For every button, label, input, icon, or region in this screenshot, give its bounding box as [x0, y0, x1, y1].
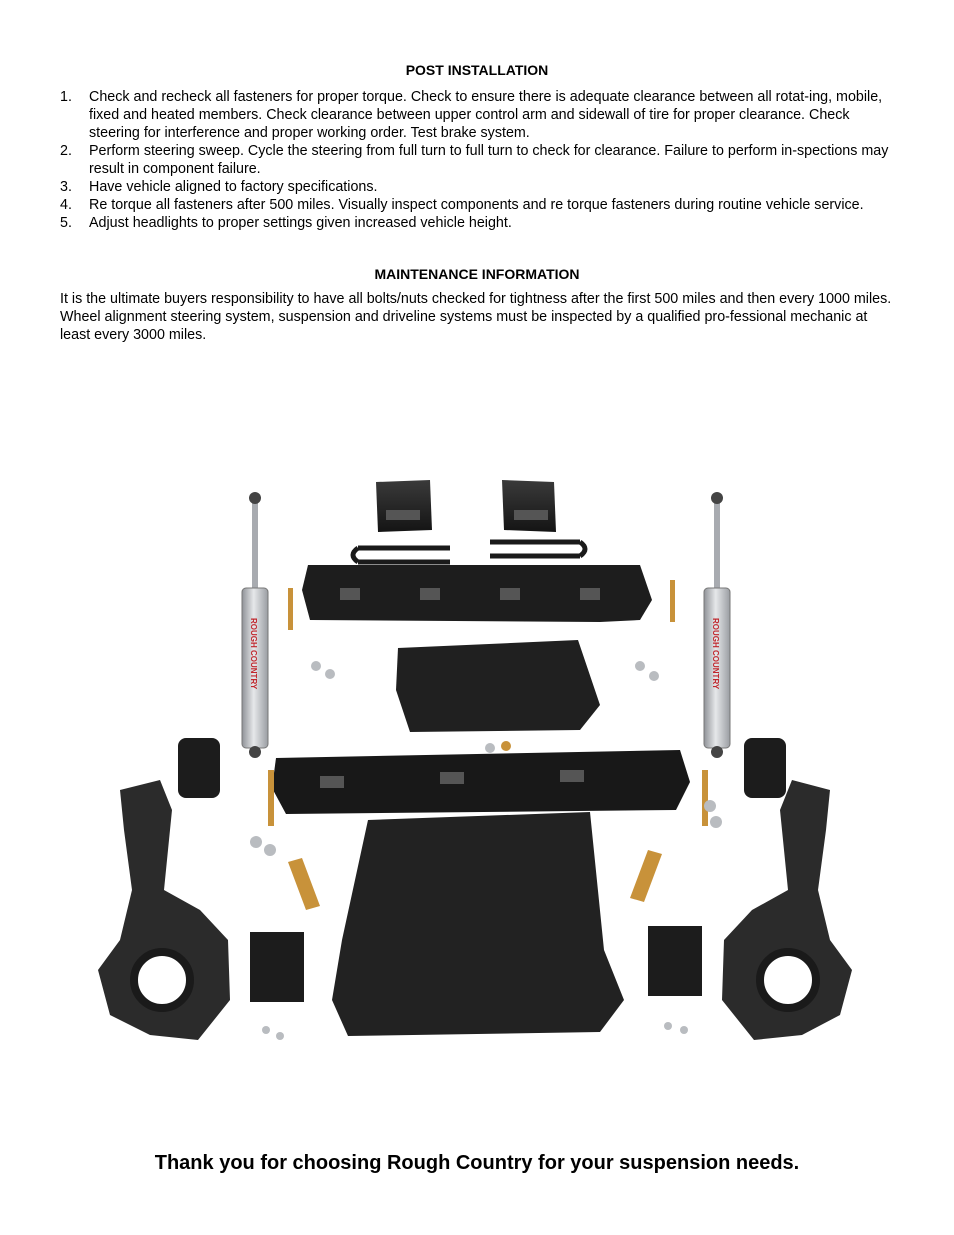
maintenance-heading: MAINTENANCE INFORMATION — [374, 266, 580, 282]
step-text: Check and recheck all fasteners for proper torque. Check to ensure there is adequate clearance between all rotat-ing, mobile, fixed and heated members. Check clearance between upper control arm and sidewall of tire for proper clearance. Check steering for interference and proper working order. Test brake system. — [89, 89, 883, 141]
left-shock — [242, 492, 268, 758]
post-installation-steps — [60, 88, 892, 232]
step-text: Perform steering sweep. Cycle the steering from full turn to full turn to check for clearance. Failure to perform in-spections may result in component failure. — [89, 143, 889, 177]
step-item: 2. Perform steering sweep. Cycle the steering from full turn to full turn to check for clearance. Failure to perform in-spections may result in component failure. — [60, 143, 889, 177]
step-text: Re torque all fasteners after 500 miles. Visually inspect components and re torque fasteners during routine vehicle service. — [89, 197, 864, 213]
left-knuckle — [98, 780, 230, 1040]
step-item: 3. Have vehicle aligned to factory specifications. — [60, 179, 378, 195]
front-skid-plate — [332, 812, 624, 1036]
post-installation-heading: POST INSTALLATION — [405, 62, 549, 78]
step-item: 4. Re torque all fasteners after 500 miles. Visually inspect components and re torque fasteners during routine vehicle service. — [60, 197, 864, 213]
thank-you-message: Thank you for choosing Rough Country for your suspension needs. — [154, 1152, 800, 1174]
maintenance-text: It is the ultimate buyers responsibility to have all bolts/nuts checked for tightness after the first 500 miles and then every 1000 miles. Wheel alignment steering system, suspension and driveline systems must be inspected by a qualified pro-fessional mechanic at least every 3000 miles. — [60, 291, 892, 343]
step-text: Have vehicle aligned to factory specifications. — [89, 179, 378, 195]
front-crossmember — [302, 565, 652, 622]
lift-kit-photo — [80, 470, 870, 1070]
right-shock-label: ROUGH COUNTRY — [711, 618, 720, 690]
center-skid-plate — [396, 640, 600, 732]
step-item: 5. Adjust headlights to proper settings given increased vehicle height. — [60, 215, 512, 231]
left-shock-label: ROUGH COUNTRY — [249, 618, 258, 690]
right-knuckle — [722, 780, 852, 1040]
step-text: Adjust headlights to proper settings given increased vehicle height. — [89, 215, 512, 231]
right-shock — [704, 492, 730, 758]
rear-lift-blocks — [376, 480, 556, 532]
step-item: 1. Check and recheck all fasteners for proper torque. Check to ensure there is adequate clearance between all rotat-ing, mobile, fixed and heated members. Check clearance between upper control arm and sidewall of tire for proper clearance. Check steering for interference and proper working order. Test brake system. — [60, 89, 883, 141]
rear-crossmember — [272, 750, 690, 814]
